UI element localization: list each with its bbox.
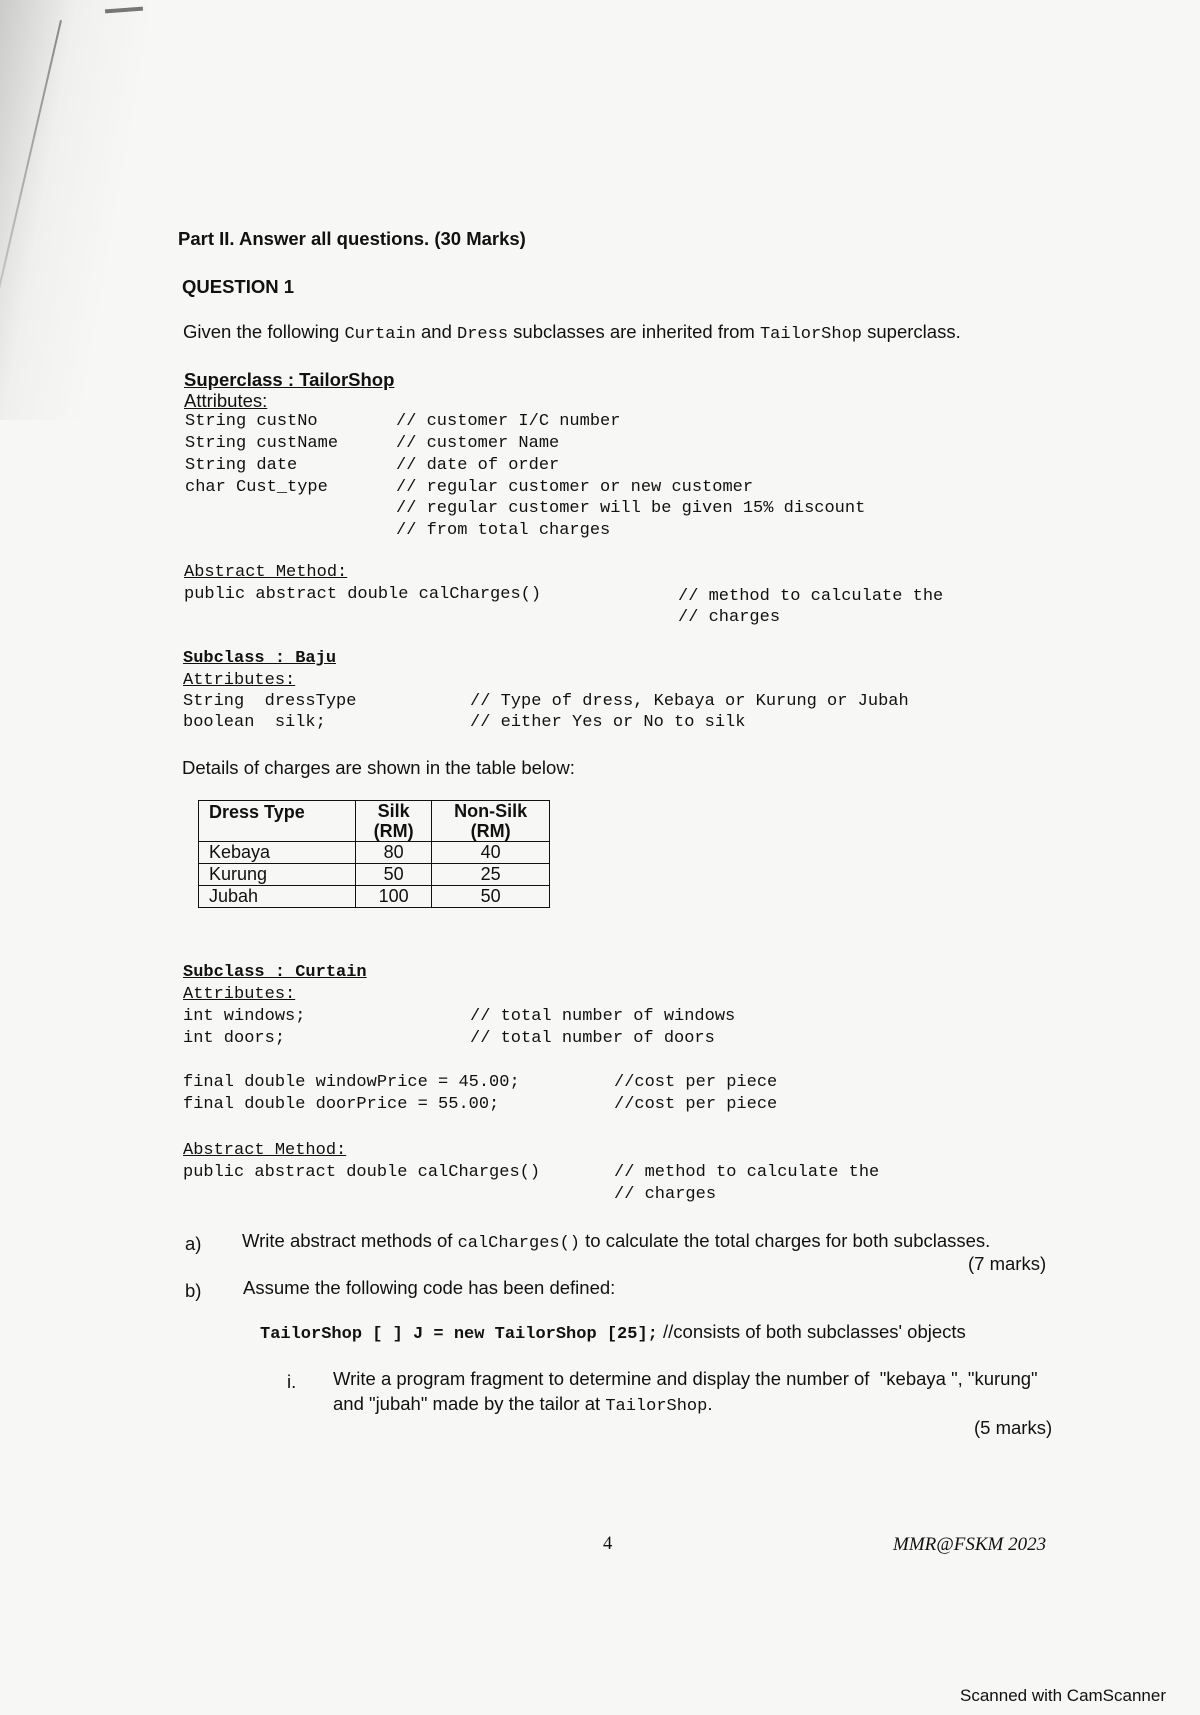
table-cell: Kebaya (199, 842, 356, 864)
intro-text: Given the following Curtain and Dress subclasses are inherited from TailorShop superclass. (183, 321, 961, 344)
superclass-attr-comment: // from total charges (396, 521, 611, 540)
table-header-cell: Dress Type (199, 801, 356, 842)
table-cell: 40 (432, 842, 550, 864)
baju-attr-decl: boolean silk; (183, 713, 326, 732)
table-row (199, 864, 550, 886)
question-b-text: Assume the following code has been defined: (243, 1277, 616, 1298)
page-fold-shadow (0, 0, 150, 420)
superclass-attr-comment: // regular customer will be given 15% discount (396, 499, 866, 518)
table-row (199, 886, 550, 908)
superclass-attr-comment: // customer Name (396, 434, 560, 453)
superclass-attr-decl: String custNo (185, 412, 318, 431)
charges-intro: Details of charges are shown in the table below: (182, 757, 575, 778)
scanner-watermark: Scanned with CamScanner (960, 1686, 1167, 1705)
baju-attributes-label: Attributes: (183, 671, 296, 690)
question-b-label: b) (185, 1280, 202, 1301)
table-row (199, 842, 550, 864)
question-b-code-line: TailorShop [ ] J = new TailorShop [25]; //consists of both subclasses' objects (260, 1321, 966, 1344)
superclass-attr-comment: // regular customer or new customer (396, 478, 754, 497)
superclass-attributes-label: Attributes: (184, 390, 268, 411)
superclass-method: public abstract double calCharges() (184, 585, 542, 604)
curtain-attr-comment: // total number of doors (470, 1029, 715, 1048)
curtain-attr-decl: int windows; (183, 1007, 306, 1026)
curtain-title: Subclass : Curtain (183, 963, 367, 982)
curtain-attributes-label: Attributes: (183, 985, 296, 1004)
charges-table (198, 800, 550, 908)
curtain-method-label: Abstract Method: (183, 1141, 347, 1160)
table-cell: 80 (356, 842, 432, 864)
question-a-text: Write abstract methods of calCharges() to calculate the total charges for both subclasses. (242, 1230, 991, 1253)
table-cell: 100 (356, 886, 432, 908)
footer-reference: MMR@FSKM 2023 (893, 1534, 1047, 1555)
curtain-final-comment: //cost per piece (614, 1073, 778, 1092)
curtain-method-comment: // method to calculate the (614, 1163, 880, 1182)
question-a-marks: (7 marks) (968, 1253, 1047, 1274)
table-header-cell: Non-Silk (RM) (432, 801, 550, 842)
superclass-attr-decl: String custName (185, 434, 339, 453)
superclass-method-comment: // charges (678, 608, 781, 627)
part-heading: Part II. Answer all questions. (30 Marks) (178, 228, 526, 249)
table-header-cell: Silk (RM) (356, 801, 432, 842)
baju-attr-comment: // either Yes or No to silk (470, 713, 746, 732)
question-title: QUESTION 1 (182, 276, 295, 297)
table-cell: Kurung (199, 864, 356, 886)
question-a-label: a) (185, 1233, 202, 1254)
table-cell: 50 (356, 864, 432, 886)
superclass-title: Superclass : TailorShop (184, 369, 395, 390)
question-b-i-line1: Write a program fragment to determine and display the number of "kebaya ", "kurung" (333, 1368, 1038, 1389)
superclass-method-label: Abstract Method: (184, 563, 348, 582)
baju-attr-comment: // Type of dress, Kebaya or Kurung or Jubah (470, 692, 909, 711)
table-header-row (199, 801, 550, 842)
superclass-attr-comment: // date of order (396, 456, 560, 475)
curtain-method-comment: // charges (614, 1185, 717, 1204)
superclass-attr-decl: String date (185, 456, 298, 475)
superclass-attr-comment: // customer I/C number (396, 412, 621, 431)
table-cell: 25 (432, 864, 550, 886)
superclass-method-comment: // method to calculate the (678, 587, 944, 606)
question-b-i-label: i. (287, 1371, 297, 1392)
curtain-attr-comment: // total number of windows (470, 1007, 736, 1026)
baju-attr-decl: String dressType (183, 692, 357, 711)
curtain-method: public abstract double calCharges() (183, 1163, 541, 1182)
baju-title: Subclass : Baju (183, 649, 337, 668)
curtain-attr-decl: int doors; (183, 1029, 286, 1048)
table-cell: Jubah (199, 886, 356, 908)
question-b-i-line2: and "jubah" made by the tailor at TailorShop. (333, 1393, 713, 1416)
curtain-final-decl: final double windowPrice = 45.00; (183, 1073, 520, 1092)
table-cell: 50 (432, 886, 550, 908)
page-number: 4 (603, 1534, 613, 1554)
question-b-i-marks: (5 marks) (974, 1417, 1053, 1438)
superclass-attr-decl: char Cust_type (185, 478, 328, 497)
curtain-final-comment: //cost per piece (614, 1095, 778, 1114)
curtain-final-decl: final double doorPrice = 55.00; (183, 1095, 500, 1114)
